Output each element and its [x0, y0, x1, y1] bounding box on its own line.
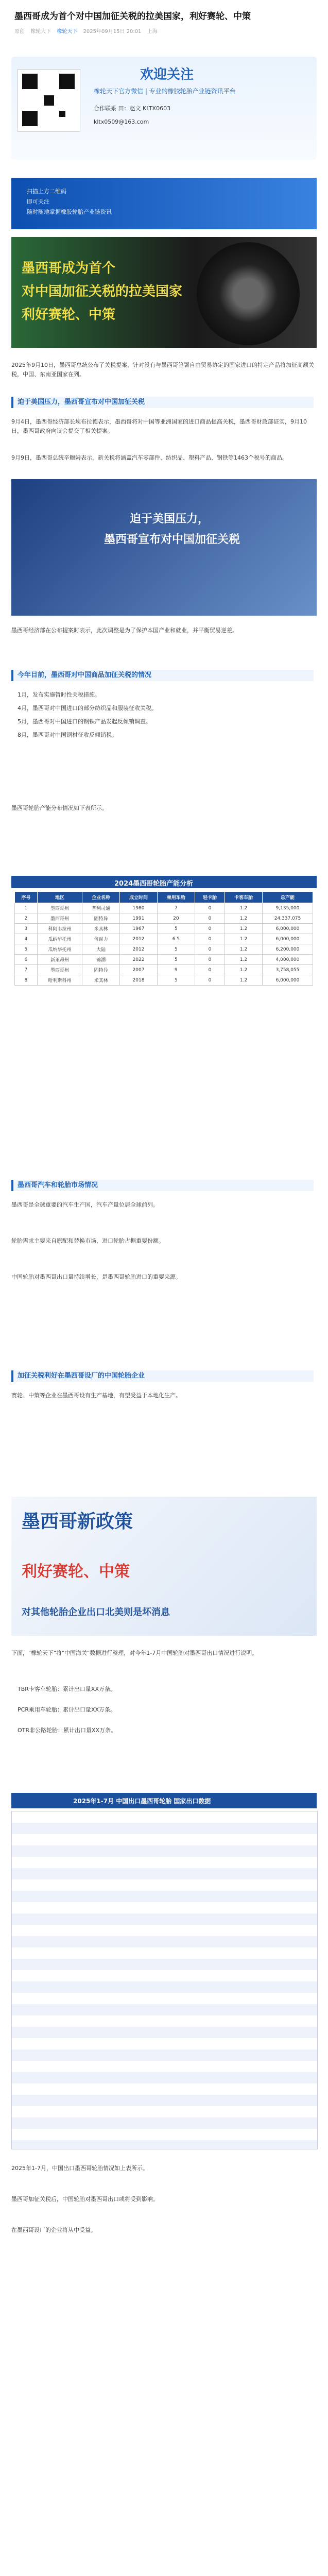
qr-code[interactable] — [18, 69, 80, 132]
table-cell: 3 — [15, 924, 38, 934]
email[interactable]: kltx0509@163.com — [94, 118, 149, 125]
table-row — [15, 913, 313, 924]
table-cell: 0 — [195, 934, 225, 944]
table-cell: 9,135,000 — [262, 903, 313, 913]
table-header: 成立时间 — [120, 892, 158, 903]
table-cell: 0 — [195, 944, 225, 955]
table-cell: 4 — [15, 934, 38, 944]
section-3-tag: 墨西哥汽车和轮胎市场情况 — [11, 1180, 314, 1191]
section-2-p: 墨西哥轮胎产能分布情况如下表所示。 — [11, 805, 108, 811]
section-3-p3: 中国轮胎对墨西哥出口量持续增长，是墨西哥轮胎进口的重要来源。 — [11, 1274, 181, 1280]
table-cell: 20 — [157, 913, 195, 924]
table-cell: 5 — [157, 944, 195, 955]
capacity-table — [14, 891, 313, 986]
table-row — [15, 975, 313, 986]
table-header: 卡客车胎 — [225, 892, 263, 903]
table-cell: 倍耐力 — [82, 934, 120, 944]
table-cell: 固特异 — [82, 965, 120, 975]
author-name: 橡轮大下 — [30, 29, 51, 35]
table-header: 地区 — [37, 892, 82, 903]
publish-date: 2025年09月15日 20:01 — [83, 29, 142, 35]
section-1-p3: 墨西哥经济部在公布提案时表示，此次调整是为了保护本国产业和就业，并平衡贸易逆差。 — [11, 627, 238, 634]
table-cell: 2012 — [120, 934, 158, 944]
table-2-title-bar — [11, 1793, 317, 1808]
table-cell: 6 — [15, 955, 38, 965]
table-header: 乘用车胎 — [157, 892, 195, 903]
table-cell: 瓜纳华托州 — [37, 934, 82, 944]
table-2-title: 2025年1-7月 中国出口墨西哥轮胎 国家出口数据 — [73, 1798, 211, 1805]
table-cell: 米其林 — [82, 924, 120, 934]
table-header: 总产能 — [262, 892, 313, 903]
table-cell: 9 — [157, 965, 195, 975]
table-cell: 0 — [195, 903, 225, 913]
original-badge: 原创 — [14, 29, 25, 35]
table-cell: 新莱昂州 — [37, 955, 82, 965]
tariff-caption-1: 迫于美国压力， — [130, 513, 210, 526]
export-table — [11, 1811, 318, 2149]
tire-image — [197, 242, 300, 345]
table-cell: 大陆 — [82, 944, 120, 955]
table-cell: 2012 — [120, 944, 158, 955]
table-row — [15, 965, 313, 975]
section-5-footer-2: 墨西哥加征关税后，中国轮胎对墨西哥出口或将受到影响。 — [11, 2196, 159, 2202]
contact-line — [94, 104, 170, 112]
welcome-subtitle: 橡轮天下官方微信 | 专业的橡胶轮胎产业链资讯平台 — [94, 88, 236, 95]
banner-line-1: 扫描上方二维码 — [27, 188, 66, 195]
table-cell: 8 — [15, 975, 38, 986]
table-cell: 1.2 — [225, 924, 263, 934]
table-cell: 2007 — [120, 965, 158, 975]
table-cell: 0 — [195, 975, 225, 986]
table-cell: 1980 — [120, 903, 158, 913]
table-cell: 6.5 — [157, 934, 195, 944]
table-cell: 0 — [195, 965, 225, 975]
table-header-row — [15, 892, 313, 903]
section-5-p1: 下面，"橡轮天下"将"中国海关"数据进行整理，对今年1-7月中国轮胎对墨西哥出口情况进行说明。 — [11, 1650, 258, 1656]
intro-paragraph: 2025年9月10日，墨西哥总统公布了关税提案，针对没有与墨西哥签署自由贸易协定的国家进口的特定产品将加征高额关税，中国、东南亚国家在列。 — [11, 362, 314, 378]
table-cell: 24,337,075 — [262, 913, 313, 924]
follow-banner — [11, 178, 317, 229]
table-cell: 锦湖 — [82, 955, 120, 965]
hero-line-3: 利好赛轮、中策 — [22, 307, 116, 323]
table-cell: 墨西哥州 — [37, 903, 82, 913]
policy-caption-2: 利好赛轮、中策 — [22, 1563, 130, 1581]
policy-image — [11, 1497, 317, 1636]
table-cell: 普利司通 — [82, 903, 120, 913]
table-cell: 6,200,000 — [262, 944, 313, 955]
table-cell: 2022 — [120, 955, 158, 965]
contact-name: 田：赵文 KLTX0603 — [118, 105, 171, 112]
table-cell: 墨西哥州 — [37, 913, 82, 924]
table-cell: 7 — [15, 965, 38, 975]
section-1-p2: 9月9日，墨西哥总统辛鲍姆表示，新关税将涵盖汽车零部件、纺织品、塑料产品、钢铁等1463个税号的商品。 — [11, 454, 288, 461]
table-cell: 哈利斯科州 — [37, 975, 82, 986]
table-cell: 5 — [15, 944, 38, 955]
table-cell: 6,000,000 — [262, 924, 313, 934]
table-cell: 1967 — [120, 924, 158, 934]
table-cell: 1.2 — [225, 965, 263, 975]
table-cell: 0 — [195, 924, 225, 934]
table-cell: 1.2 — [225, 975, 263, 986]
stat-item-3: OTR非公路轮胎：累计出口量XX万条。 — [18, 1727, 117, 1734]
table-cell: 1.2 — [225, 903, 263, 913]
table-cell: 0 — [195, 913, 225, 924]
table-cell: 1.2 — [225, 913, 263, 924]
table-cell: 1.2 — [225, 955, 263, 965]
table-cell: 瓜纳华托州 — [37, 944, 82, 955]
stat-item-1: TBR卡客车轮胎：累计出口量XX万条。 — [18, 1686, 116, 1692]
table-cell: 米其林 — [82, 975, 120, 986]
table-header: 企业名称 — [82, 892, 120, 903]
section-2-item-2: 4月，墨西哥对中国进口的部分纺织品和服装征收关税。 — [18, 705, 157, 711]
table-cell: 6,000,000 — [262, 975, 313, 986]
stat-item-2: PCR乘用车轮胎：累计出口量XX万条。 — [18, 1706, 116, 1713]
table-cell: 1.2 — [225, 934, 263, 944]
section-4-tag: 加征关税利好在墨西哥设厂的中国轮胎企业 — [11, 1370, 314, 1382]
banner-line-2: 即可关注 — [27, 198, 49, 205]
location: 上海 — [147, 29, 158, 35]
section-2-item-1: 1月，发布实施暂时性关税措施。 — [18, 691, 100, 698]
section-3-p2: 轮胎需求主要来自原配和替换市场，进口轮胎占据重要份额。 — [11, 1238, 164, 1244]
welcome-title: 欢迎关注 — [140, 67, 194, 82]
section-2-item-4: 8月，墨西哥对中国钢材征收反倾销税。 — [18, 732, 117, 738]
hero-image — [11, 237, 317, 348]
hero-line-1: 墨西哥成为首个 — [22, 261, 116, 276]
policy-caption-3: 对其他轮胎企业出口北美则是坏消息 — [22, 1607, 170, 1618]
table-cell: 5 — [157, 924, 195, 934]
table-cell: 1 — [15, 903, 38, 913]
table-cell: 5 — [157, 975, 195, 986]
table-cell: 7 — [157, 903, 195, 913]
table-cell: 5 — [157, 955, 195, 965]
hero-line-2: 对中国加征关税的拉美国家 — [22, 284, 183, 299]
table-cell: 科阿韦拉州 — [37, 924, 82, 934]
section-2-item-3: 5月，墨西哥对中国进口的钢铁产品发起反倾销调查。 — [18, 718, 151, 725]
table-header: 序号 — [15, 892, 38, 903]
table-cell: 3,758,055 — [262, 965, 313, 975]
table-row — [15, 955, 313, 965]
article-title: 墨西哥成为首个对中国加征关税的拉美国家，利好赛轮、中策 — [14, 11, 251, 22]
section-3-p1: 墨西哥是全球重要的汽车生产国，汽车产量位居全球前列。 — [11, 1201, 159, 1208]
table-cell: 0 — [195, 955, 225, 965]
table-1-title-bar — [11, 876, 317, 888]
table-row — [15, 934, 313, 944]
table-1-title: 2024墨西哥轮胎产能分析 — [114, 880, 194, 888]
table-row — [15, 924, 313, 934]
section-2-tag: 今年目前，墨西哥对中国商品加征关税的情况 — [11, 670, 314, 681]
table-cell: 4,000,000 — [262, 955, 313, 965]
table-cell: 6,000,000 — [262, 934, 313, 944]
table-cell: 固特异 — [82, 913, 120, 924]
contact-label: 合作联系 — [94, 105, 116, 112]
table-cell: 2 — [15, 913, 38, 924]
tariff-caption-2: 墨西哥宣布对中国加征关税 — [104, 533, 240, 546]
table-row — [15, 903, 313, 913]
section-5-footer-3: 在墨西哥设厂的企业将从中受益。 — [11, 2227, 96, 2233]
section-4-p1: 赛轮、中策等企业在墨西哥设有生产基地，有望受益于本地化生产。 — [11, 1392, 181, 1399]
table-cell: 1.2 — [225, 944, 263, 955]
table-header: 轻卡胎 — [195, 892, 225, 903]
section-1-tag: 迫于美国压力，墨西哥宣布对中国加征关税 — [11, 397, 314, 408]
table-cell: 1991 — [120, 913, 158, 924]
section-1-p1: 9月4日，墨西哥经济部长埃布拉德表示，墨西哥将对中国等亚洲国家的进口商品提高关税，墨西哥财政部证实，9月10日，墨西哥政府向议会提交了相关提案。 — [11, 418, 307, 434]
tariff-image — [11, 479, 317, 616]
account-link[interactable]: 橡轮天下 — [57, 29, 78, 35]
table-row — [15, 944, 313, 955]
table-cell: 2018 — [120, 975, 158, 986]
table-cell: 墨西哥州 — [37, 965, 82, 975]
welcome-card — [11, 57, 317, 160]
policy-caption-1: 墨西哥新政策 — [22, 1511, 133, 1532]
banner-line-3: 随时随地掌握橡胶轮胎产业链资讯 — [27, 209, 112, 215]
article-meta — [14, 27, 313, 35]
section-5-footer-1: 2025年1-7月，中国出口墨西哥轮胎情况如上表所示。 — [11, 2165, 148, 2172]
